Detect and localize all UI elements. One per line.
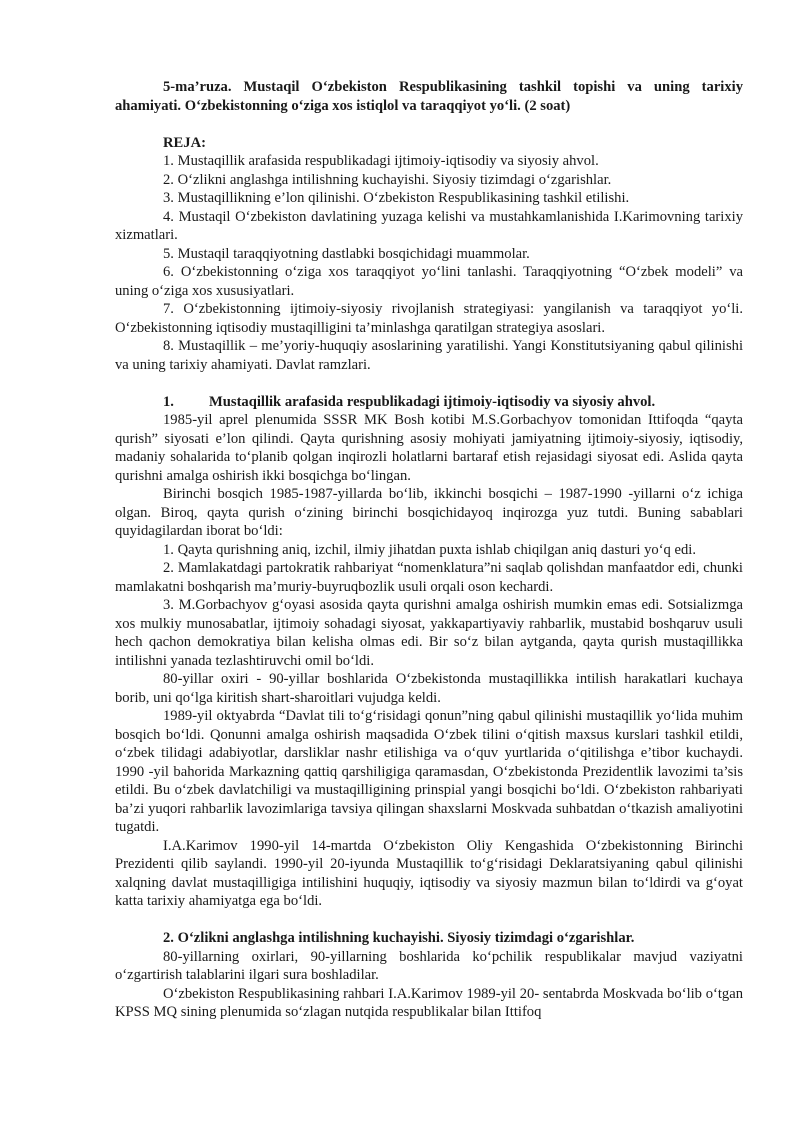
plan-item: 8. Mustaqillik – me’yoriy-huquqiy asoslarining yaratilishi. Yangi Konstitutsiyaning qabul qilinishi va uning tarixiy ahamiyati. Davlat ramzlari. <box>115 338 743 373</box>
plan-item: 3. Mustaqillikning e’lon qilinishi. O‘zbekiston Respublikasining tashkil etilishi. <box>163 190 630 206</box>
plan-item: 1. Mustaqillik arafasida respublikadagi ijtimoiy-iqtisodiy va siyosiy ahvol. <box>163 153 599 169</box>
section-1-paragraph: 1989-yil oktyabrda “Davlat tili to‘g‘risidagi qonun”ning qabul qilinishi mustaqillik yo‘lida muhim bosqich bo‘ldi. Qonunni amalga oshirish maqsadida O‘zbek tilini o‘qitish maxsus kurslari tashkil etildi, o‘zbek tilidagi adabiyotlar, darsliklar nashr etilishiga va o‘quv yurtlarida o‘qitilishga e’tibor kuchaydi. 1990 -yil bahorida Markazning qattiq qarshiligiga qaramasdan, O‘zbekistonda Prezidentlik lavozimi ta’sis etildi. Bu o‘zbek davlatchiligi va mustaqilligining prinspial yangi bosqichi bo‘ldi. O‘zbekiston rahbariyati ba’zi yuqori rahbarlik lavozimlariga tavsiya qilingan shaxslarni Moskvada suhbatdan o‘tkazish amaliyotini tugatdi. <box>115 708 743 835</box>
spacer <box>115 911 743 930</box>
plan-item: 7. O‘zbekistonning ijtimoiy-siyosiy rivojlanish strategiyasi: yangilanish va taraqqiyot yo‘li. O‘zbekistonning iqtisodiy mustaqilligini ta’minlashga qaratilgan strategiya asoslari. <box>115 301 743 336</box>
section-1-paragraph: I.A.Karimov 1990-yil 14-martda O‘zbekiston Oliy Kengashida O‘zbekistonning Birinchi Prezidenti qilib saylandi. 1990-yil 20-iyunda Mustaqillik to‘g‘risidagi Deklaratsiyaning qabul qilinishi xalqning davlat mustaqilligiga intilishini huquqiy, iqtisodiy va siyosiy mazmun bilan to‘ldirdi va g‘oyat katta tarixiy ahamiyatga ega bo‘ldi. <box>115 837 743 909</box>
plan-item: 5. Mustaqil taraqqiyotning dastlabki bosqichidagi muammolar. <box>163 245 530 262</box>
section-1-heading <box>115 393 743 412</box>
plan-heading: REJA: <box>163 134 206 151</box>
section-2-heading: 2. O‘zlikni anglashga intilishning kuchayishi. Siyosiy tizimdagi o‘zgarishlar. <box>163 930 635 946</box>
lecture-title-text: Mustaqil O‘zbekiston Respublikasining tashkil topishi va uning tarixiy ahamiyati. O‘zbekistonning o‘ziga xos istiqlol va taraqqiyot yo‘li. (2 soat) <box>115 79 743 114</box>
section-1-paragraph: 1. Qayta qurishning aniq, izchil, ilmiy jihatdan puxta ishlab chiqilgan aniq dasturi yo‘q edi. <box>163 541 696 558</box>
section-1-paragraph: Birinchi bosqich 1985-1987-yillarda bo‘lib, ikkinchi bosqichi – 1987-1990 -yillarni o‘z ichiga olgan. Biroq, qayta qurish o‘zining birinchi bosqichidayoq inqirozga yuz tutdi. Buning sabablari quyidagilardan iborat bo‘ldi: <box>115 486 743 539</box>
plan-item: 2. O‘zlikni anglashga intilishning kuchayishi. Siyosiy tizimdagi o‘zgarishlar. <box>163 171 612 188</box>
lecture-title <box>115 78 743 115</box>
section-1-paragraph: 2. Mamlakatdagi partokratik rahbariyat “nomenklatura”ni saqlab qolishdan manfaatdor edi, chunki mamlakatni boshqarish ma’muriy-buyruqbozlik usuli orqali oson kechardi. <box>115 560 743 595</box>
section-1-paragraph: 1985-yil aprel plenumida SSSR MK Bosh kotibi M.S.Gorbachyov tomonidan Ittifoqda “qayta qurish” siyosati e’lon qilindi. Qayta qurishning asosiy mohiyati jamiyatning ijtimoiy-siyosiy, iqtisodiy, madaniy sohalarida to‘planib qolgan inqirozli holatlarni bartaraf etish rejasidagi siyosat edi. Aslida qayta qurishni amalga oshirish ikki bosqichga bo‘lingan. <box>115 412 743 484</box>
plan-item: 6. O‘zbekistonning o‘ziga xos taraqqiyot yo‘lini tanlashi. Taraqqiyotning “O‘zbek modeli” va uning o‘ziga xos xususiyatlari. <box>115 264 743 299</box>
section-1-paragraph: 3. M.Gorbachyov g‘oyasi asosida qayta qurishni amalga oshirish mumkin emas edi. Sotsializmga xos mulkiy munosabatlar, ijtimoiy sohadagi siyosat, yakkapartiyaviy rahbarlik, mustabid boshqaruv usuli hech qachon demokratiya bilan kelisha olmas edi. Bir so‘z bilan aytganda, qayta qurish mustaqillikka intilishni yanada tezlashtiruvchi omil bo‘ldi. <box>115 597 743 669</box>
section-1-heading-text: Mustaqillik arafasida respublikadagi ijtimoiy-iqtisodiy va siyosiy ahvol. <box>209 393 656 410</box>
section-1-paragraph: 80-yillar oxiri - 90-yillar boshlarida O‘zbekistonda mustaqillikka intilish harakatlari kuchaya borib, uni qo‘lga kiritish shart-sharoitlari vujudga keldi. <box>115 671 743 706</box>
section-2-paragraph: 80-yillarning oxirlari, 90-yillarning boshlarida ko‘pchilik respublikalar mavjud vaziyatni o‘zgartirish talablarini ilgari sura boshladilar. <box>115 948 743 983</box>
lecture-title-lead: 5-ma’ruza. <box>163 79 232 95</box>
spacer <box>115 115 743 134</box>
section-1-number: 1. <box>163 393 174 410</box>
section-2-paragraph: O‘zbekiston Respublikasining rahbari I.A.Karimov 1989-yil 20- sentabrda Moskvada bo‘lib o‘tgan KPSS MQ sining plenumida so‘zlagan nutqida respublikalar bilan Ittifoq <box>115 985 743 1020</box>
plan-item: 4. Mustaqil O‘zbekiston davlatining yuzaga kelishi va mustahkamlanishida I.Karimovning tarixiy xizmatlari. <box>115 208 743 243</box>
spacer <box>115 374 743 393</box>
